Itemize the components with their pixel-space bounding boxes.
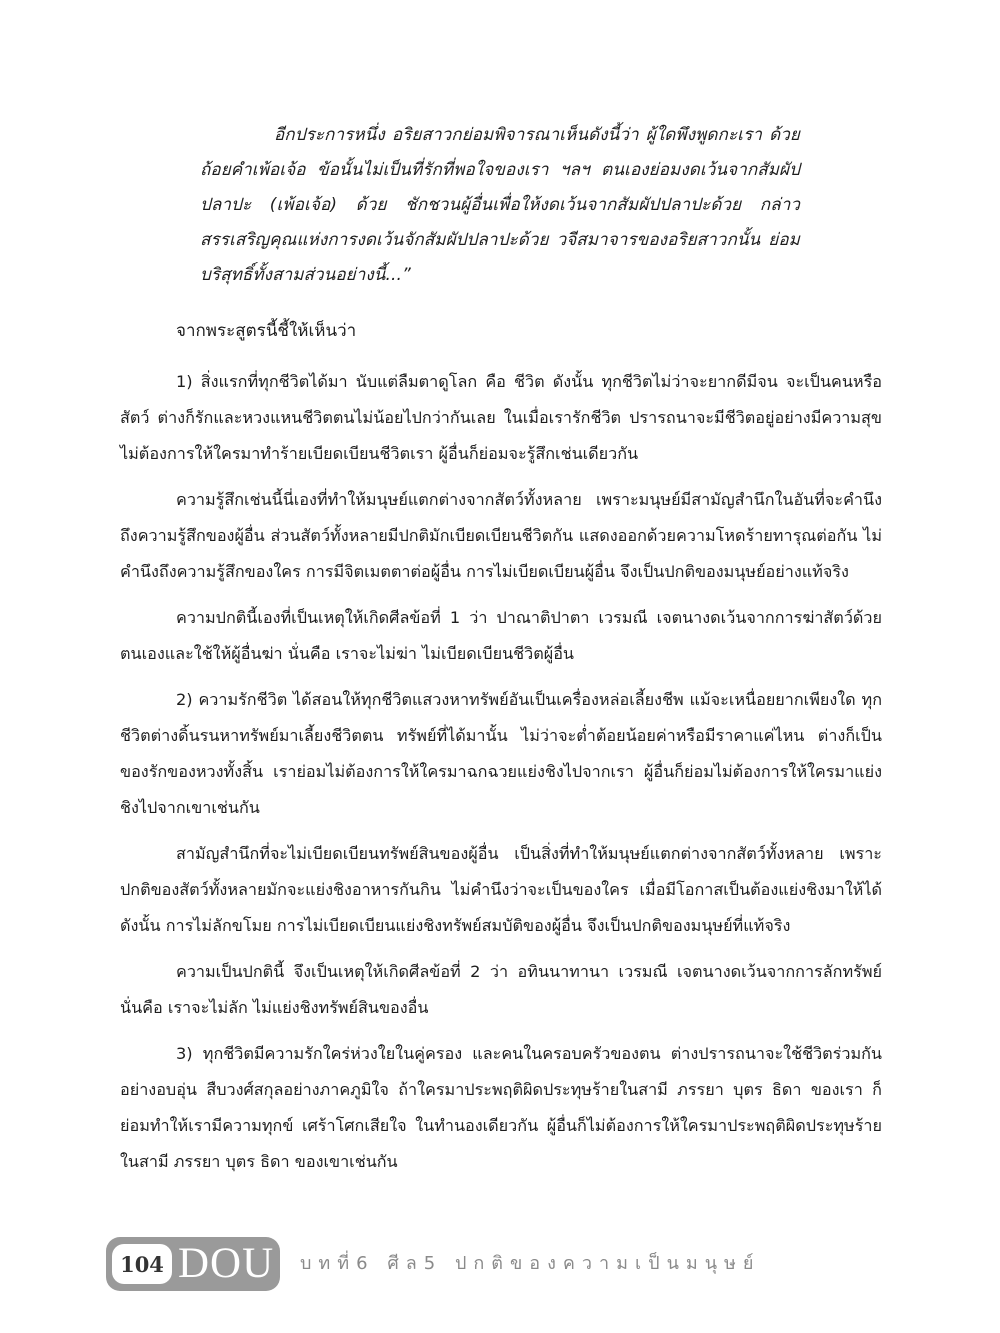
paragraph-precept-2: ความเป็นปกตินี้ จึงเป็นเหตุให้เกิดศีลข้อที่ 2 ว่า อทินนาทานา เวรมณี เจตนางดเว้นจากการลักทรัพย์ นั่นคือ เราจะไม่ลัก ไม่แย่งชิงทรัพย์สินของอื่น xyxy=(120,962,882,1017)
paragraph-family: 3) ทุกชีวิตมีความรักใคร่ห่วงใยในคู่ครอง และคนในครอบครัวของตน ต่างปรารถนาจะใช้ชีวิตร่วมกันอย่างอบอุ่น สืบวงศ์สกุลอย่างภาคภูมิใจ ถ้าใครมาประพฤติผิดประทุษร้ายในสามี ภรรยา บุตร ธิดา ของเรา ก็ย่อมทำให้เรามีความทุกข์ เศร้าโศกเสียใจ ในทำนองเดียวกัน ผู้อื่นก็ไม่ต้องการให้ใครมาประพฤติผิดประทุษร้ายในสามี ภรรยา บุตร ธิดา ของเขาเช่นกัน xyxy=(120,1044,882,1171)
scripture-quote xyxy=(200,118,800,293)
quote-text: อีกประการหนึ่ง อริยสาวกย่อมพิจารณาเห็นดังนี้ว่า ผู้ใดพึงพูดกะเรา ด้วยถ้อยคำเพ้อเจ้อ ข้อนั้นไม่เป็นที่รักที่พอใจของเรา ฯลฯ ตนเองย่อมงดเว้นจากสัมผัปปลาปะ (เพ้อเจ้อ) ด้วย ชักชวนผู้อื่นเพื่อให้งดเว้นจากสัมผัปปลาปะด้วย กล่าวสรรเสริญคุณแห่งการงดเว้นจักสัมผัปปลาปะด้วย วจีสมาจารของอริยสาวกนั้น ย่อมบริสุทธิ์ทั้งสามส่วนอย่างนี้...” xyxy=(200,125,800,285)
paragraph-not-stealing: สามัญสำนึกที่จะไม่เบียดเบียนทรัพย์สินของผู้อื่น เป็นสิ่งที่ทำให้มนุษย์แตกต่างจากสัตว์ทั้งหลาย เพราะปกติของสัตว์ทั้งหลายมักจะแย่งชิงอาหารกันกิน ไม่คำนึงว่าจะเป็นของใคร เมื่อมีโอกาสเป็นต้องแย่งชิงมาให้ได้ ดังนั้น การไม่ลักขโมย การไม่เบียดเบียนแย่งชิงทรัพย์สมบัติของผู้อื่น จึงเป็นปกติของมนุษย์ที่แท้จริง xyxy=(120,844,882,935)
paragraph-precept-1: ความปกตินี้เองที่เป็นเหตุให้เกิดศีลข้อที่ 1 ว่า ปาณาติปาตา เวรมณี เจตนางดเว้นจากการฆ่าสัตว์ด้วยตนเองและใช้ให้ผู้อื่นฆ่า นั่นคือ เราจะไม่ฆ่า ไม่เบียดเบียนชีวิตผู้อื่น xyxy=(120,608,882,663)
dou-logo: DOU xyxy=(178,1240,275,1287)
body-text xyxy=(120,364,882,1190)
paragraph-human-conscience: ความรู้สึกเช่นนี้นี่เองที่ทำให้มนุษย์แตกต่างจากสัตว์ทั้งหลาย เพราะมนุษย์มีสามัญสำนึกในอันที่จะคำนึงถึงความรู้สึกของผู้อื่น ส่วนสัตว์ทั้งหลายมีปกติมักเบียดเบียนชีวิตกัน แสดงออกด้วยความโหดร้ายทารุณต่อกัน ไม่คำนึงถึงความรู้สึกของใคร การมีจิตเมตตาต่อผู้อื่น การไม่เบียดเบียนผู้อื่น จึงเป็นปกติของมนุษย์อย่างแท้จริง xyxy=(120,490,882,581)
page-number: 104 xyxy=(112,1244,172,1284)
paragraph-property: 2) ความรักชีวิต ได้สอนให้ทุกชีวิตแสวงหาทรัพย์อันเป็นเครื่องหล่อเลี้ยงชีพ แม้จะเหนื่อยยากเพียงใด ทุกชีวิตต่างดิ้นรนหาทรัพย์มาเลี้ยงชีวิตตน ทรัพย์ที่ได้มานั้น ไม่ว่าจะต่ำต้อยน้อยค่าหรือมีราคาแค่ไหน ต่างก็เป็นของรักของหวงทั้งสิ้น เราย่อมไม่ต้องการให้ใครมาฉกฉวยแย่งชิงไปจากเรา ผู้อื่นก็ย่อมไม่ต้องการให้ใครมาแย่งชิงไปจากเขาเช่นกัน xyxy=(120,690,882,817)
chapter-title: บทที่6 ศีล5 ปกติของความเป็นมนุษย์ xyxy=(300,1253,761,1274)
footer-badge xyxy=(106,1237,280,1291)
paragraph-life: 1) สิ่งแรกที่ทุกชีวิตได้มา นับแต่ลืมตาดูโลก คือ ชีวิต ดังนั้น ทุกชีวิตไม่ว่าจะยากดีมีจน จะเป็นคนหรือสัตว์ ต่างก็รักและหวงแหนชีวิตตนไม่น้อยไปกว่ากันเลย ในเมื่อเรารักชีวิต ปรารถนาจะมีชีวิตอยู่อย่างมีความสุข ไม่ต้องการให้ใครมาทำร้ายเบียดเบียนชีวิตเรา ผู้อื่นก็ย่อมจะรู้สึกเช่นเดียวกัน xyxy=(120,372,882,463)
intro-line: จากพระสูตรนี้ชี้ให้เห็นว่า xyxy=(176,321,357,341)
page-footer xyxy=(106,1237,926,1291)
